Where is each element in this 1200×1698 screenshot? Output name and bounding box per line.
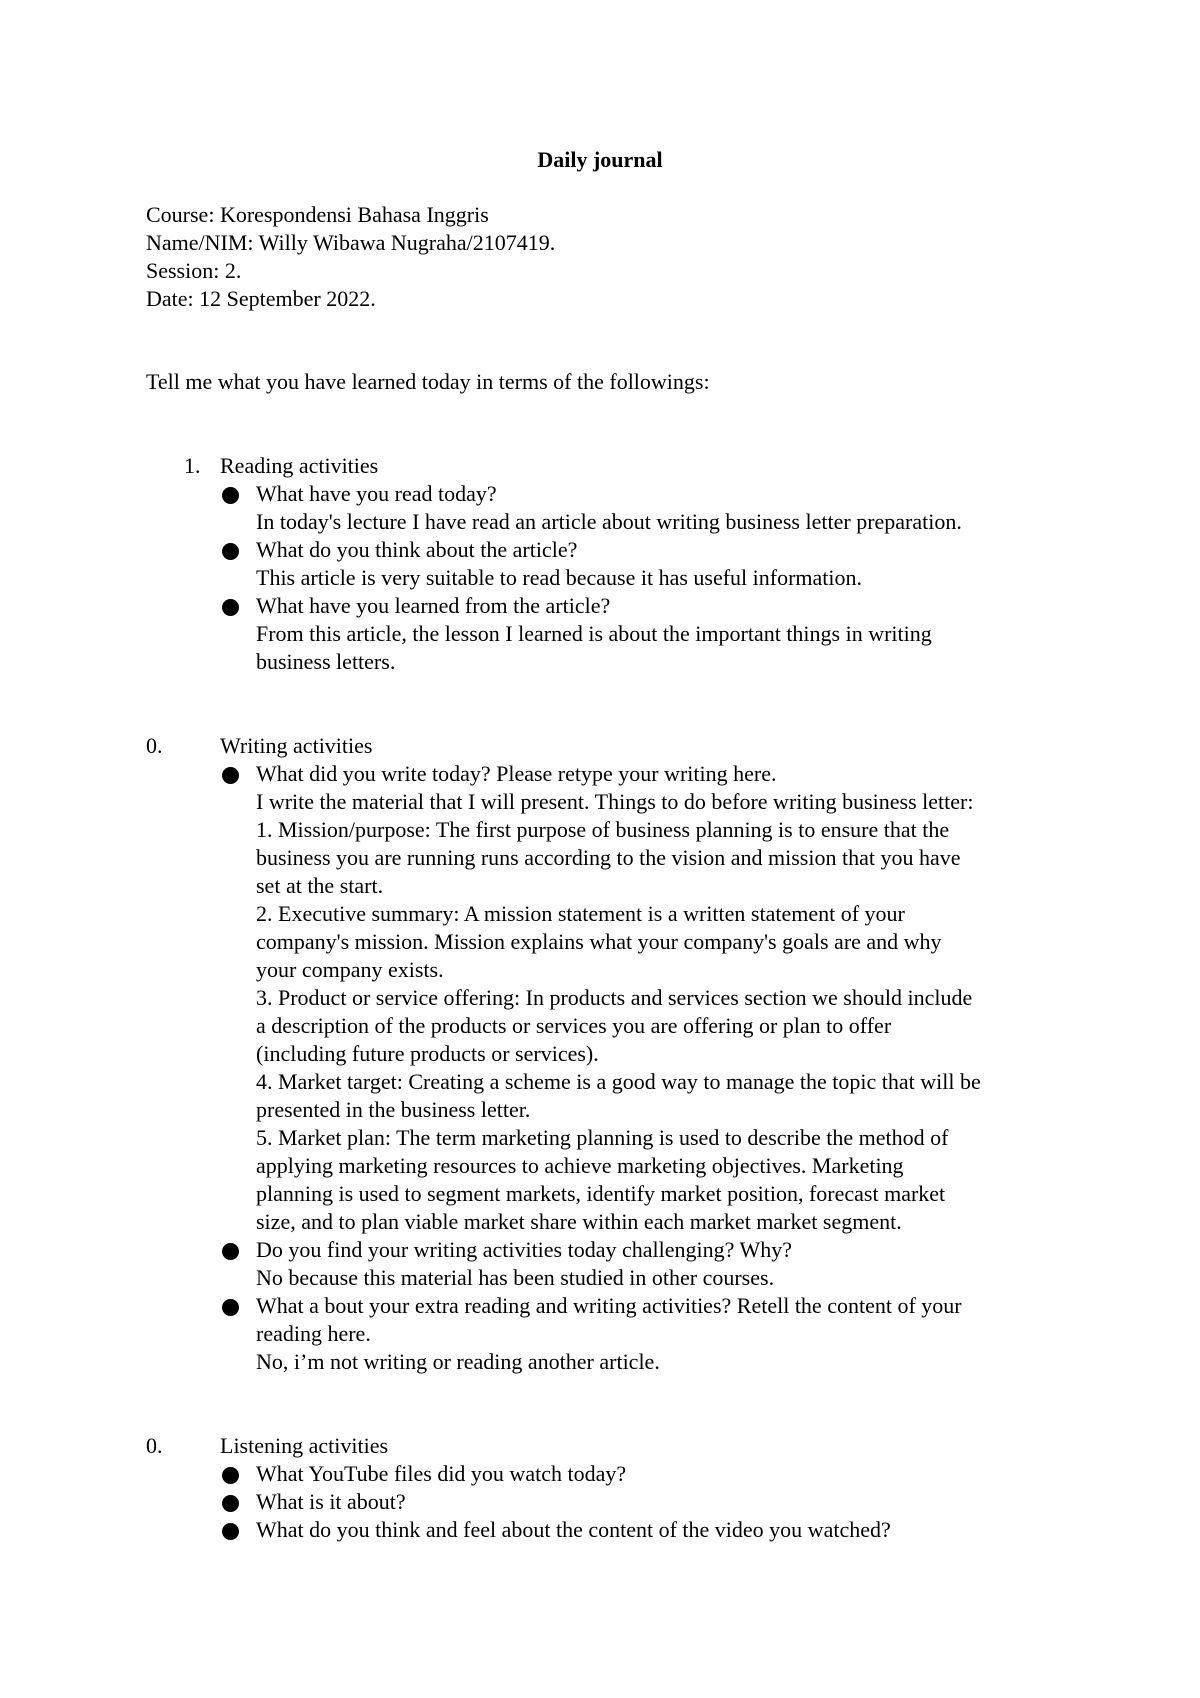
answer-line: applying marketing resources to achieve marketing objectives. Marketing [256, 1153, 904, 1178]
question: What have you read today? [256, 481, 497, 506]
answer-line: presented in the business letter. [256, 1097, 531, 1122]
question: What do you think and feel about the content of the video you watched? [256, 1517, 891, 1542]
section-label: Writing activities [220, 733, 373, 758]
section-heading [0, 1432, 1200, 1460]
answer-line: This article is very suitable to read because it has useful information. [256, 565, 863, 590]
bullet-icon [222, 1523, 239, 1540]
section-label: Reading activities [220, 453, 379, 478]
list-item [220, 1460, 1090, 1488]
answer-line: No, i’m not writing or reading another article. [256, 1349, 660, 1374]
bullet-icon [222, 543, 239, 560]
document-title: Daily journal [537, 147, 663, 172]
bullet-icon [222, 599, 239, 616]
intro-line: Tell me what you have learned today in terms of the followings: [146, 369, 710, 394]
question: What YouTube files did you watch today? [256, 1461, 627, 1486]
bullet-icon [222, 1299, 239, 1316]
section-number: 1. [184, 453, 201, 478]
list-item [220, 480, 1090, 536]
answer-line: I write the material that I will present. Things to do before writing business letter: [256, 789, 974, 814]
bullet-icon [222, 1243, 239, 1260]
header-info [146, 201, 1086, 313]
bullet-icon [222, 1495, 239, 1512]
section-heading [0, 732, 1200, 760]
bullet-icon [222, 487, 239, 504]
answer-line: business letters. [256, 649, 396, 674]
answer-line: a description of the products or services you are offering or plan to offer [256, 1013, 892, 1038]
section-label: Listening activities [220, 1433, 389, 1458]
list-item [220, 760, 1090, 1236]
answer-line: size, and to plan viable market share within each market market segment. [256, 1209, 902, 1234]
list-item [220, 592, 1090, 676]
question: What do you think about the article? [256, 537, 578, 562]
answer-line: From this article, the lesson I learned is about the important things in writing [256, 621, 932, 646]
bullet-icon [222, 1467, 239, 1484]
question: What a bout your extra reading and writing activities? Retell the content of your [256, 1293, 962, 1318]
section-number: 0. [146, 733, 163, 758]
name-line: Name/NIM: Willy Wibawa Nugraha/2107419. [146, 230, 556, 255]
answer-line: your company exists. [256, 957, 444, 982]
section-heading [0, 452, 1200, 480]
answer-line: 4. Market target: Creating a scheme is a good way to manage the topic that will be [256, 1069, 981, 1094]
question: Do you find your writing activities today challenging? Why? [256, 1237, 793, 1262]
answer-line: 1. Mission/purpose: The first purpose of business planning is to ensure that the [256, 817, 950, 842]
bullet-icon [222, 767, 239, 784]
answer-line: (including future products or services). [256, 1041, 599, 1066]
list-item [220, 1488, 1090, 1516]
answer-line: reading here. [256, 1321, 371, 1346]
answer-line: 3. Product or service offering: In products and services section we should include [256, 985, 973, 1010]
list-item [220, 1236, 1090, 1292]
answer-line: 5. Market plan: The term marketing planning is used to describe the method of [256, 1125, 949, 1150]
date-line: Date: 12 September 2022. [146, 286, 376, 311]
list-item [220, 1516, 1090, 1544]
section-items [220, 760, 1090, 1376]
section-items [220, 480, 1090, 676]
question: What have you learned from the article? [256, 593, 611, 618]
answer-line: business you are running runs according to the vision and mission that you have [256, 845, 961, 870]
section-number: 0. [146, 1433, 163, 1458]
session-line: Session: 2. [146, 258, 242, 283]
section-items [220, 1460, 1090, 1544]
answer-line: 2. Executive summary: A mission statement is a written statement of your [256, 901, 905, 926]
answer-line: In today's lecture I have read an article about writing business letter preparation. [256, 509, 962, 534]
answer-line: No because this material has been studied in other courses. [256, 1265, 775, 1290]
question: What is it about? [256, 1489, 406, 1514]
list-item [220, 1292, 1090, 1376]
answer-line: company's mission. Mission explains what your company's goals are and why [256, 929, 942, 954]
question: What did you write today? Please retype your writing here. [256, 761, 777, 786]
answer-line: planning is used to segment markets, identify market position, forecast market [256, 1181, 946, 1206]
intro-text [146, 368, 1086, 396]
answer-line: set at the start. [256, 873, 384, 898]
course-line: Course: Korespondensi Bahasa Inggris [146, 202, 489, 227]
list-item [220, 536, 1090, 592]
